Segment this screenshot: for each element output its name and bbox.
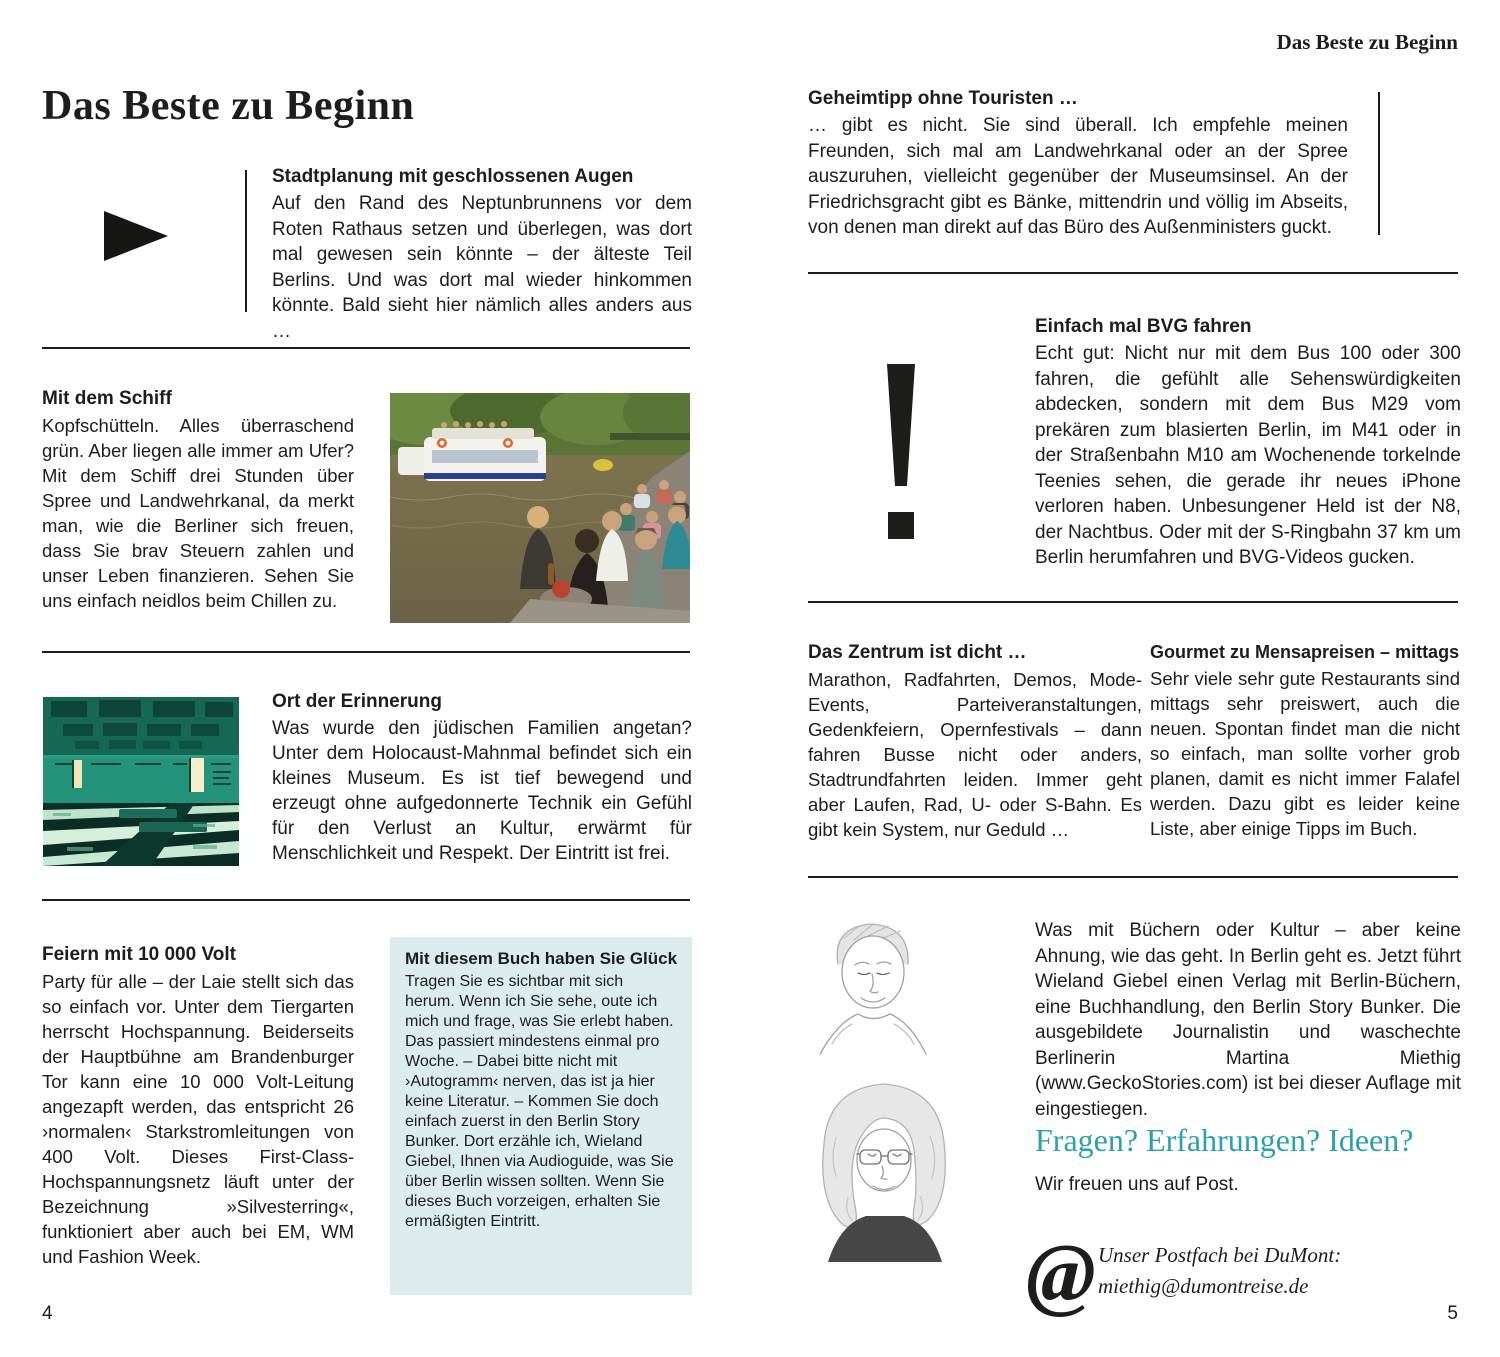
section-heading: Geheimtipp ohne Touristen … [808,88,1078,109]
memorial-photo [43,697,239,866]
tip-box-body: Tragen Sie es sichtbar mit sich herum. Wenn ich Sie sehe, oute ich mich und frage, was Sie erlebt haben. Das passiert mindestens einmal pro Woche. – Dabei bitte nicht mit ›Autogramm‹ nerven, das ist ja hier keine Literatur. – Kommen Sie doch einfach zuerst in den Berlin Story Bunker. Dort erzähle ich, Wieland Giebel, Ihnen via Audioguide, was Sie über Berlin wissen sollten. Wenn Sie dieses Buch vorzeigen, erhalten Sie ermäßigten Eintritt. [405,973,674,1230]
section-body: Auf den Rand des Neptunbrunnens vor dem Roten Rathaus setzen und überlegen, was dort mal gewesen sein könnte – der älteste Teil Berlins. Und was dort mal wieder hinkommen könnte. Bald sieht hier nämlich alles anders aus … [272,193,692,342]
page-number-right: 5 [1447,1303,1458,1324]
at-sign-icon: @ [1026,1227,1096,1320]
section-heading: Das Zentrum ist dicht … [808,642,1027,663]
play-triangle-icon [104,211,168,261]
contact-line: Unser Postfach bei DuMont: [1098,1243,1342,1267]
luck-tip-box [390,937,692,1295]
portrait-wieland-sketch [812,916,934,1056]
section-gourmet [1150,642,1460,841]
portrait-martina-sketch [812,1078,956,1262]
section-body: … gibt es nicht. Sie sind überall. Ich empfehle meinen Freunden, sich mal am Landwehrkanal oder an der Spree auszuruhen, vielleicht gegenüber der Museumsinsel. An der Friedrichsgracht gibt es Bänke, mittendrin und völlig im Abseits, von denen man direkt auf das Büro des Außenministers guckt. [808,115,1348,238]
divider [808,272,1458,274]
canal-photo [390,393,690,623]
section-body: Was mit Büchern oder Kultur – aber keine Ahnung, wie das geht. In Berlin geht es. Jetzt führt Wieland Giebel einen Verlag mit Berlin-Büchern, eine Buchhandlung, den Berlin Story Bunker. Die ausgebildete Journalistin und waschechte Berlinerin Martina Miethig (www.GeckoStories.com) ist bei dieser Auflage mit eingestiegen. [1035,920,1461,1120]
contact-block [1098,1240,1341,1302]
divider [42,899,690,901]
tip-divider-vertical [1378,92,1380,235]
section-bvg [1035,316,1461,571]
section-body: Was wurde den jüdischen Familien angetan? Unter dem Holocaust-Mahnmal befindet sich ein kleines Museum. Es ist tief bewegend und erzeugt ohne aufgedonnerte Technik ein Gefühl für den Verlust an Kultur, erwärmt für Menschlichkeit und Respekt. Der Eintritt ist frei. [272,718,692,864]
contact-email: miethig@dumontreise.de [1098,1274,1309,1298]
tip-box-heading: Mit diesem Buch haben Sie Glück [405,949,678,968]
section-zentrum [808,642,1142,842]
section-heading: Stadtplanung mit geschlossenen Augen [272,166,634,187]
section-heading: Gourmet zu Mensapreisen – mittags [1150,642,1460,662]
section-authors [1035,918,1461,1122]
divider [42,347,690,349]
section-body: Echt gut: Nicht nur mit dem Bus 100 oder 300 fahren, die gefühlt alle Sehenswürdigkeiten abdecken, sondern mit dem Bus M29 vom prekären zum blasierten Berlin, im M41 oder in der Straßenbahn M10 am Wochenende torkelnde Teenies sehen, die gerade ihr neues iPhone verloren haben. Unbesungener Held ist der N8, der Nachtbus. Oder mit der S-Ringbahn 37 km um Berlin herumfahren und BVG-Videos gucken. [1035,343,1461,568]
section-volt [42,944,354,1269]
section-heading: Mit dem Schiff [42,388,172,409]
section-body: Kopfschütteln. Alles überraschend grün. Aber liegen alle immer am Ufer? Mit dem Schiff drei Stunden über Spree und Landwehrkanal, da merkt man, wie die Berliner sich freuen, dass Sie brav Steuern zahlen und unser Leben finanzieren. Sehen Sie uns einfach neidlos beim Chillen zu. [42,415,354,611]
page-number-left: 4 [42,1303,53,1324]
section-heading: Ort der Erinnerung [272,691,442,712]
section-stadtplanung [272,166,692,344]
tip-divider-vertical [245,170,247,312]
section-erinnerung [272,691,692,866]
section-heading: Feiern mit 10 000 Volt [42,944,236,965]
running-header: Das Beste zu Beginn [1276,30,1458,54]
cta-subline: Wir freuen uns auf Post. [1035,1174,1239,1195]
section-body: Marathon, Radfahrten, Demos, Mode-Events, Parteiveranstaltungen, Gedenkfeiern, Opernfestivals – dann fahren Busse nicht oder anders, Stadtrundfahrten leiden. Immer geht aber Laufen, Rad, U- oder S-Bahn. Es gibt kein System, nur Geduld … [808,669,1142,840]
section-body: Party für alle – der Laie stellt sich das so einfach vor. Unter dem Tiergarten herrscht Hochspannung. Beiderseits der Hauptbühne am Brandenburger Tor kann eine 10 000 Volt-Leitung angezapft werden, das entspricht 26 ›normalen‹ Starkstromleitungen von 400 Volt. Dieses First-Class-Hochspannungsnetz läuft unter der Bezeichnung »Silvesterring«, funktioniert aber auch bei EM, WM und Fashion Week. [42,971,354,1267]
divider [808,601,1458,603]
section-heading: Einfach mal BVG fahren [1035,316,1252,337]
divider [808,876,1458,878]
section-body: Sehr viele sehr gute Restaurants sind mittags sehr preiswert, auch die neuen. Spontan findet man die nicht so einfach, man sollte vorher grob planen, damit es nicht immer Falafel werden. Dazu gibt es leider keine Liste, aber einige Tipps im Buch. [1150,668,1460,839]
section-schiff [42,388,354,613]
exclamation-icon [884,364,918,540]
cta-heading: Fragen? Erfahrungen? Ideen? [1035,1122,1414,1158]
page-title: Das Beste zu Beginn [42,83,415,129]
section-geheimtipp [808,88,1348,241]
divider [42,651,690,653]
